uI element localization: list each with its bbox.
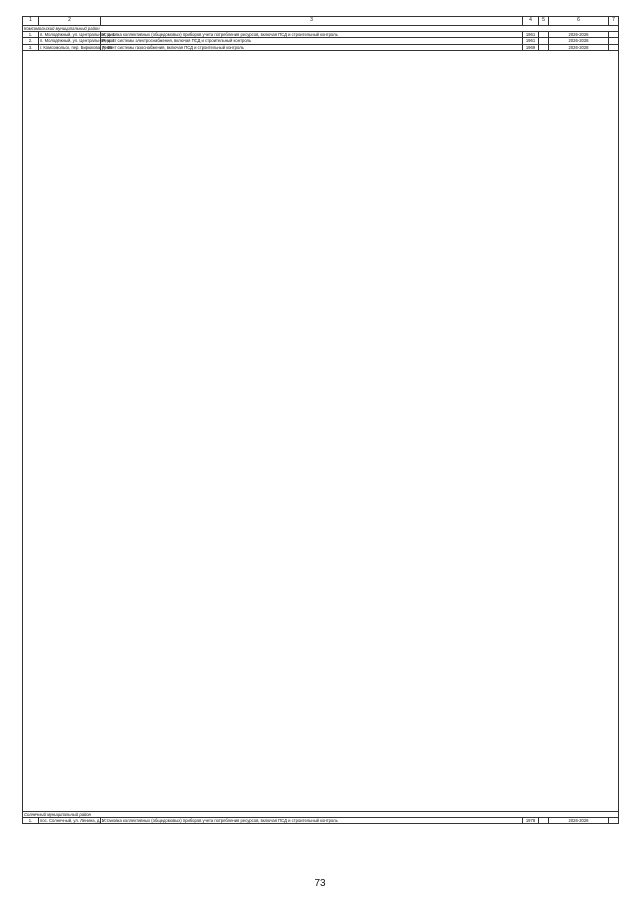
section-title: Солнечный муниципальный район [23, 811, 619, 817]
row-period: 2026-2028 [549, 818, 609, 824]
row-address: пос. Солнечный, ул. Ленина, д. 1 [40, 818, 104, 824]
row-work: Установка коллективных (общедомовых) приборов учета потребления ресурсов, включая ПСД и строительный контроль [101, 32, 523, 38]
omitted-rows-placeholder [23, 50, 619, 811]
row-work: Ремонт системы газоснабжения, включая ПСД и строительный контроль [101, 44, 523, 50]
row-address: п. Молодёжный, ул. Центральная, д. 1 [40, 38, 115, 44]
table-row [23, 32, 619, 38]
column-number: 1 [23, 17, 39, 26]
row-year: 1978 [523, 818, 539, 824]
register-table [22, 16, 619, 824]
row-year: 1961 [523, 32, 539, 38]
section-title: Комсомольский муниципальный район [23, 26, 619, 32]
table-row [23, 818, 619, 824]
row-year: 1961 [523, 38, 539, 44]
row-period: 2026-2028 [549, 32, 609, 38]
row-work: Ремонт системы электроснабжения, включая ПСД и строительный контроль [101, 38, 523, 44]
row-address: г. Комсомольск, пер. Бирюкова, д. 48 [40, 44, 112, 50]
row-number: 1. [23, 818, 39, 824]
row-number: 3. [23, 44, 39, 50]
row-empty [609, 818, 619, 824]
column-number-row [23, 17, 619, 26]
column-number: 2 [39, 17, 101, 26]
row-work: Установка коллективных (общедомовых) приборов учета потребления ресурсов, включая ПСД и строительный контроль [101, 818, 523, 824]
row-period: 2026-2028 [549, 38, 609, 44]
row-period: 2026-2028 [549, 44, 609, 50]
row-address: п. Молодёжный, ул. Центральная, д. 1 [40, 32, 115, 38]
column-number: 7 [609, 17, 619, 26]
row-number: 2. [23, 38, 39, 44]
omitted-rows-region [23, 50, 619, 811]
column-number: 6 [549, 17, 609, 26]
document-sheet [22, 16, 618, 824]
column-number: 5 [539, 17, 549, 26]
column-number: 3 [101, 17, 523, 26]
column-number: 4 [523, 17, 539, 26]
row-number: 1. [23, 32, 39, 38]
row-empty [539, 818, 549, 824]
row-year: 1969 [523, 44, 539, 50]
page-number: 73 [314, 878, 326, 889]
